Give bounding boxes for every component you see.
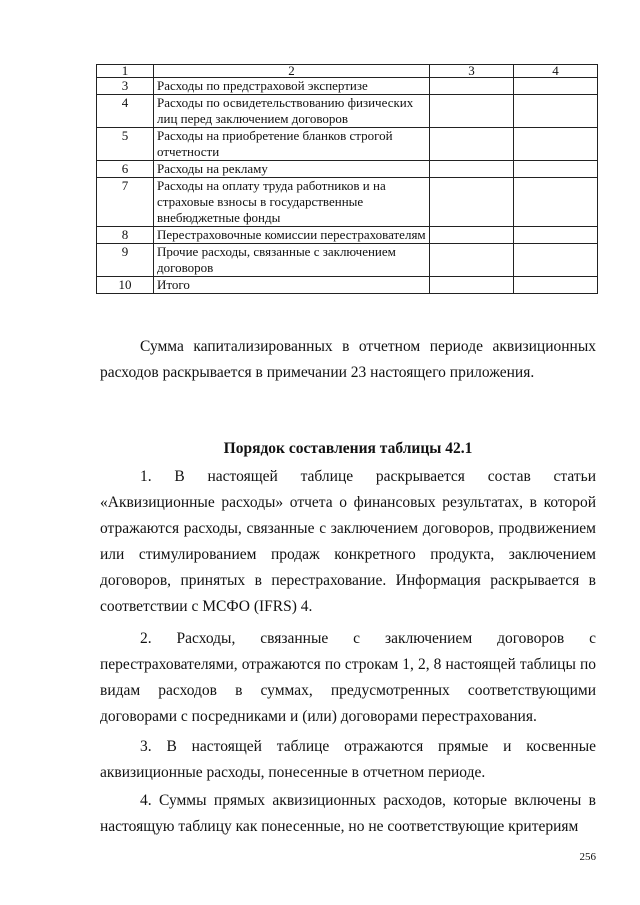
row-number: 4 xyxy=(97,95,154,128)
header-cell: 4 xyxy=(514,65,598,78)
expenses-table xyxy=(96,64,598,294)
section-heading: Порядок составления таблицы 42.1 xyxy=(223,440,473,457)
row-label: Прочие расходы, связанные с заключением договоров xyxy=(154,244,430,277)
row-label: Расходы по предстраховой экспертизе xyxy=(154,78,430,95)
row-value-col3 xyxy=(430,161,514,178)
row-value-col4 xyxy=(514,161,598,178)
row-label: Расходы на рекламу xyxy=(154,161,430,178)
table-row xyxy=(97,244,598,277)
table-row xyxy=(97,277,598,294)
row-value-col4 xyxy=(514,78,598,95)
paragraph-4: 4. Суммы прямых аквизиционных расходов, которые включены в настоящую таблицу как понесенные, но не соответствующие критериям xyxy=(100,792,596,835)
row-value-col4 xyxy=(514,277,598,294)
row-value-col3 xyxy=(430,244,514,277)
row-number: 8 xyxy=(97,227,154,244)
row-value-col3 xyxy=(430,227,514,244)
note-paragraph: Сумма капитализированных в отчетном периоде аквизиционных расходов раскрывается в примечании 23 настоящего приложения. xyxy=(100,338,596,381)
paragraph-3: 3. В настоящей таблице отражаются прямые и косвенные аквизиционные расходы, понесенные в отчетном периоде. xyxy=(100,738,596,781)
row-value-col4 xyxy=(514,227,598,244)
page-number: 256 xyxy=(579,851,596,863)
row-value-col4 xyxy=(514,244,598,277)
row-number: 3 xyxy=(97,78,154,95)
row-label: Итого xyxy=(154,277,430,294)
paragraph-1: 1. В настоящей таблице раскрывается состав статьи «Аквизиционные расходы» отчета о финансовых результатах, в которой отражаются расходы, связанные с заключением договоров, продвижением или стимулированием продаж конкретного продукта, заключением договоров, принятых в перестрахование. Информация раскрывается в соответствии с МСФО (IFRS) 4. xyxy=(100,468,596,615)
row-label: Расходы на оплату труда работников и на страховые взносы в государственные внебюджетные фонды xyxy=(154,178,430,227)
header-cell: 3 xyxy=(430,65,514,78)
paragraph-2: 2. Расходы, связанные с заключением договоров с перестрахователями, отражаются по строкам 1, 2, 8 настоящей таблицы по видам расходов в суммах, предусмотренных соответствующими договорами с посредниками и (или) договорами перестрахования. xyxy=(100,630,596,725)
row-label: Перестраховочные комиссии перестрахователям xyxy=(154,227,430,244)
table-row xyxy=(97,178,598,227)
header-cell: 2 xyxy=(154,65,430,78)
table-row xyxy=(97,161,598,178)
row-value-col4 xyxy=(514,128,598,161)
row-label: Расходы по освидетельствованию физических лиц перед заключением договоров xyxy=(154,95,430,128)
row-label: Расходы на приобретение бланков строгой отчетности xyxy=(154,128,430,161)
row-value-col3 xyxy=(430,95,514,128)
row-value-col3 xyxy=(430,78,514,95)
table-header-row xyxy=(97,65,598,78)
table-row xyxy=(97,128,598,161)
row-number: 6 xyxy=(97,161,154,178)
row-value-col3 xyxy=(430,128,514,161)
row-number: 5 xyxy=(97,128,154,161)
row-value-col4 xyxy=(514,178,598,227)
table-row xyxy=(97,227,598,244)
table-row xyxy=(97,95,598,128)
row-number: 7 xyxy=(97,178,154,227)
row-value-col4 xyxy=(514,95,598,128)
row-number: 10 xyxy=(97,277,154,294)
table-row xyxy=(97,78,598,95)
row-value-col3 xyxy=(430,178,514,227)
header-cell: 1 xyxy=(97,65,154,78)
row-value-col3 xyxy=(430,277,514,294)
row-number: 9 xyxy=(97,244,154,277)
